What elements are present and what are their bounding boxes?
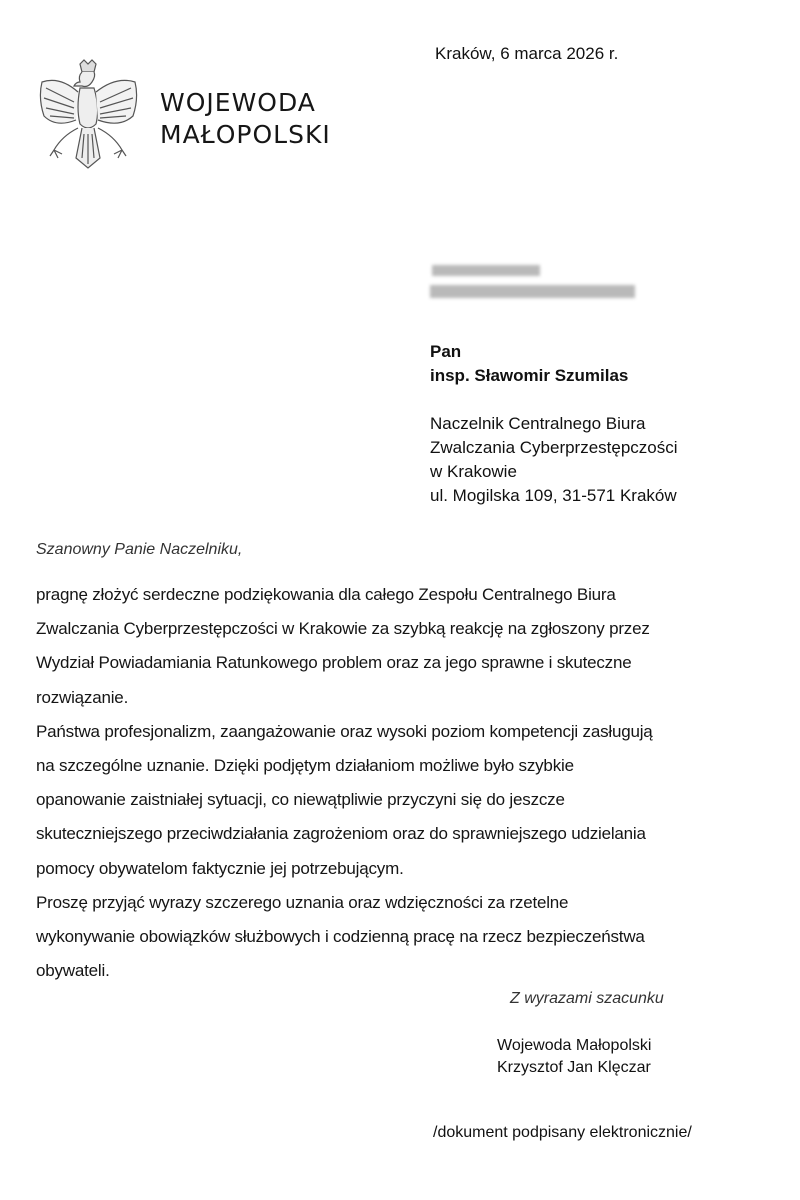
recipient-address xyxy=(430,412,678,508)
body-line: pomocy obywatelom faktycznie jej potrzebującym. xyxy=(36,858,404,878)
signatory-block xyxy=(497,1035,651,1079)
body-line: Państwa profesjonalizm, zaangażowanie oraz wysoki poziom kompetencji zasługują xyxy=(36,721,653,741)
body-line: na szczególne uznanie. Dzięki podjętym działaniom możliwe było szybkie xyxy=(36,756,574,776)
body-line: skuteczniejszego przeciwdziałania zagrożeniom oraz do sprawniejszego udzielania xyxy=(36,824,646,844)
closing-phrase: Z wyrazami szacunku xyxy=(510,990,664,1007)
body-line: wykonywanie obowiązków służbowych i codzienną pracę na rzecz bezpieczeństwa xyxy=(36,927,645,947)
body-line: pragnę złożyć serdeczne podziękowania dla całego Zespołu Centralnego Biura xyxy=(36,585,616,604)
org-title-line-1: WOJEWODA xyxy=(160,88,316,117)
body-line: opanowanie zaistniałej sytuacji, co niewątpliwie przyczyni się do jeszcze xyxy=(36,790,565,810)
body-line: rozwiązanie. xyxy=(36,687,129,707)
letter-body xyxy=(36,578,776,988)
signatory-name: Krzysztof Jan Klęczar xyxy=(497,1059,651,1076)
eagle-emblem-icon xyxy=(36,58,141,176)
recipient-org-line: w Krakowie xyxy=(430,462,517,481)
letter-date: Kraków, 6 marca 2026 r. xyxy=(435,44,619,63)
body-line: Proszę przyjąć wyrazy szczerego uznania oraz wdzięczności za rzetelne xyxy=(36,892,569,912)
salutation: Szanowny Panie Naczelniku, xyxy=(36,541,243,558)
org-title xyxy=(160,87,331,151)
electronic-signature-note: /dokument podpisany elektronicznie/ xyxy=(433,1124,692,1141)
recipient-name: insp. Sławomir Szumilas xyxy=(430,366,629,385)
body-line: obywateli. xyxy=(36,961,110,981)
recipient-title: Pan xyxy=(430,342,462,361)
redacted-reference-number xyxy=(430,262,635,304)
recipient-block xyxy=(430,340,628,388)
recipient-org-line: Zwalczania Cyberprzestępczości xyxy=(430,438,678,457)
body-line: Zwalczania Cyberprzestępczości w Krakowie za szybką reakcję na zgłoszony przez xyxy=(36,619,650,639)
body-line: Wydział Powiadamiania Ratunkowego problem oraz za jego sprawne i skuteczne xyxy=(36,653,632,673)
recipient-org-line: ul. Mogilska 109, 31-571 Kraków xyxy=(430,486,677,505)
signatory-title: Wojewoda Małopolski xyxy=(497,1037,652,1054)
recipient-org-line: Naczelnik Centralnego Biura xyxy=(430,414,646,433)
org-title-line-2: MAŁOPOLSKI xyxy=(160,120,331,149)
